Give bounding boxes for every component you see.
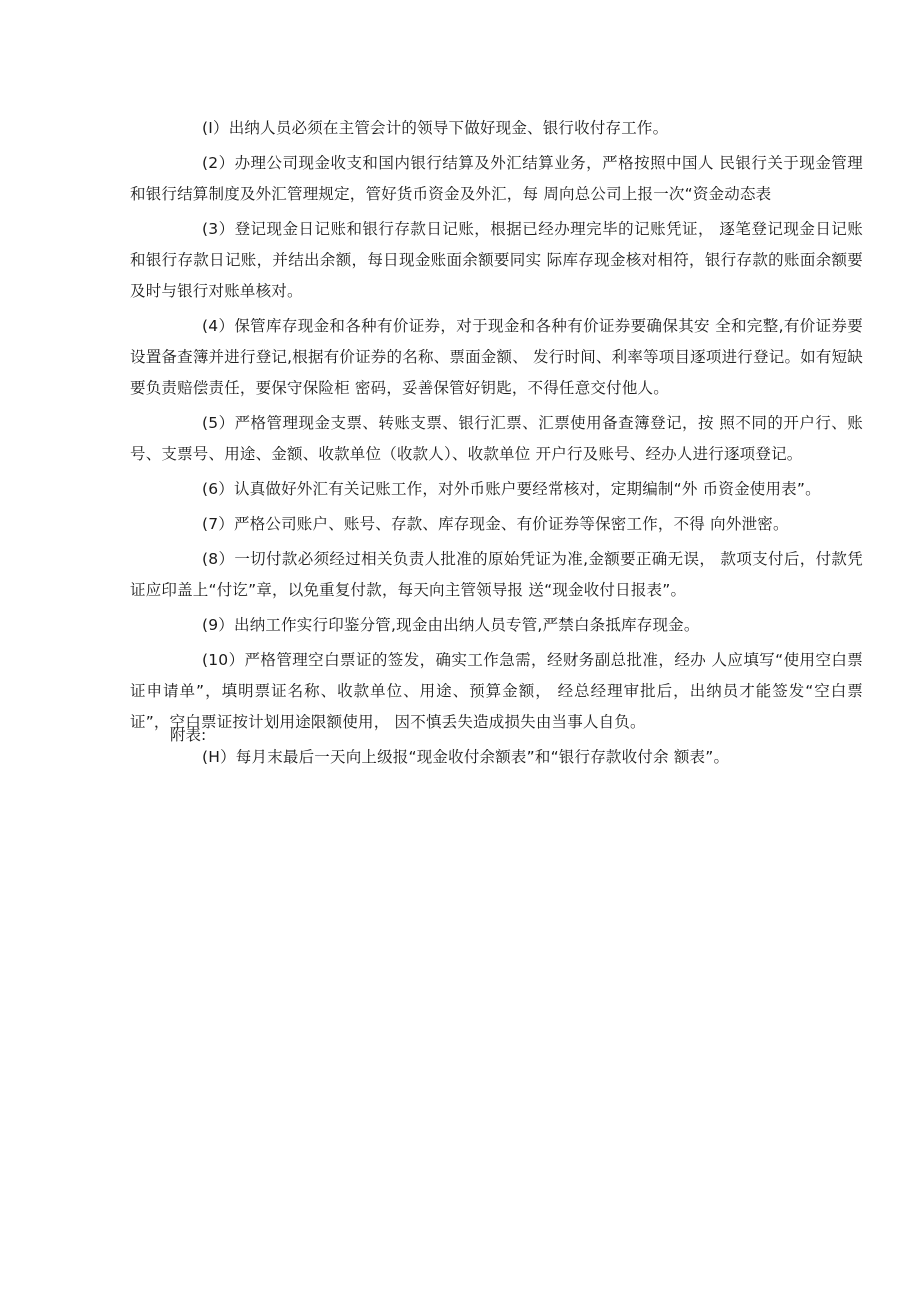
- paragraph-7: (7）严格公司账户、账号、存款、库存现金、有价证券等保密工作，不得 向外泄密。: [202, 515, 789, 533]
- paragraph-3: (3）登记现金日记账和银行存款日记账，根据已经办理完毕的记账凭证， 逐笔登记现金日记账和银行存款日记账，并结出余额，每日现金账面余额要同实 际库存现金核对相符，银行存款的账面余额要及时与银行对账单核对。: [130, 220, 863, 300]
- paragraph-9: (9）出纳工作实行印鉴分管,现金由出纳人员专管,严禁白条抵库存现金。: [202, 616, 700, 634]
- paragraph-11: (H）每月末最后一天向上级报“现金收付余额表”和“银行存款收付余 额表”。: [202, 748, 730, 766]
- paragraph-10: (10）严格管理空白票证的签发，确实工作急需，经财务副总批准，经办 人应填写“使用空白票证申请单”，填明票证名称、收款单位、用途、预算金额， 经总经理审批后，出纳员才能签发“空白票证”，空白票证按计划用途限额使用， 因不慎丢失造成损失由当事人自负。: [130, 651, 863, 731]
- paragraph-6: (6）认真做好外汇有关记账工作，对外币账户要经常核对，定期编制“外 币资金使用表”。: [202, 480, 821, 498]
- paragraph-5: (5）严格管理现金支票、转账支票、银行汇票、汇票使用备查簿登记，按 照不同的开户行、账号、支票号、用途、金额、收款单位（收款人）、收款单位 开户行及账号、经办人进行逐项登记。: [130, 414, 863, 463]
- paragraph-4: (4）保管库存现金和各种有价证券，对于现金和各种有价证券要确保其安 全和完整,有价证券要设置备查簿并进行登记,根据有价证券的名称、票面金额、 发行时间、利率等项目逐项进行登记。如有短缺要负责赔偿责任，要保守保险柜 密码，妥善保管好钥匙，不得任意交付他人。: [130, 317, 863, 397]
- paragraph-2: (2）办理公司现金收支和国内银行结算及外汇结算业务，严格按照中国人 民银行关于现金管理和银行结算制度及外汇管理规定，管好货币资金及外汇，每 周向总公司上报一次“资金动态表: [130, 154, 863, 203]
- paragraph-1: (I）出纳人员必须在主管会计的领导下做好现金、银行收付存工作。: [202, 119, 669, 137]
- appendix-label: 附表:: [170, 726, 207, 744]
- paragraph-8: (8）一切付款必须经过相关负责人批准的原始凭证为准,金额要正确无误， 款项支付后，付款凭证应印盖上“付讫”章，以免重复付款，每天向主管领导报 送“现金收付日报表”。: [130, 550, 863, 599]
- document-body: [130, 113, 863, 777]
